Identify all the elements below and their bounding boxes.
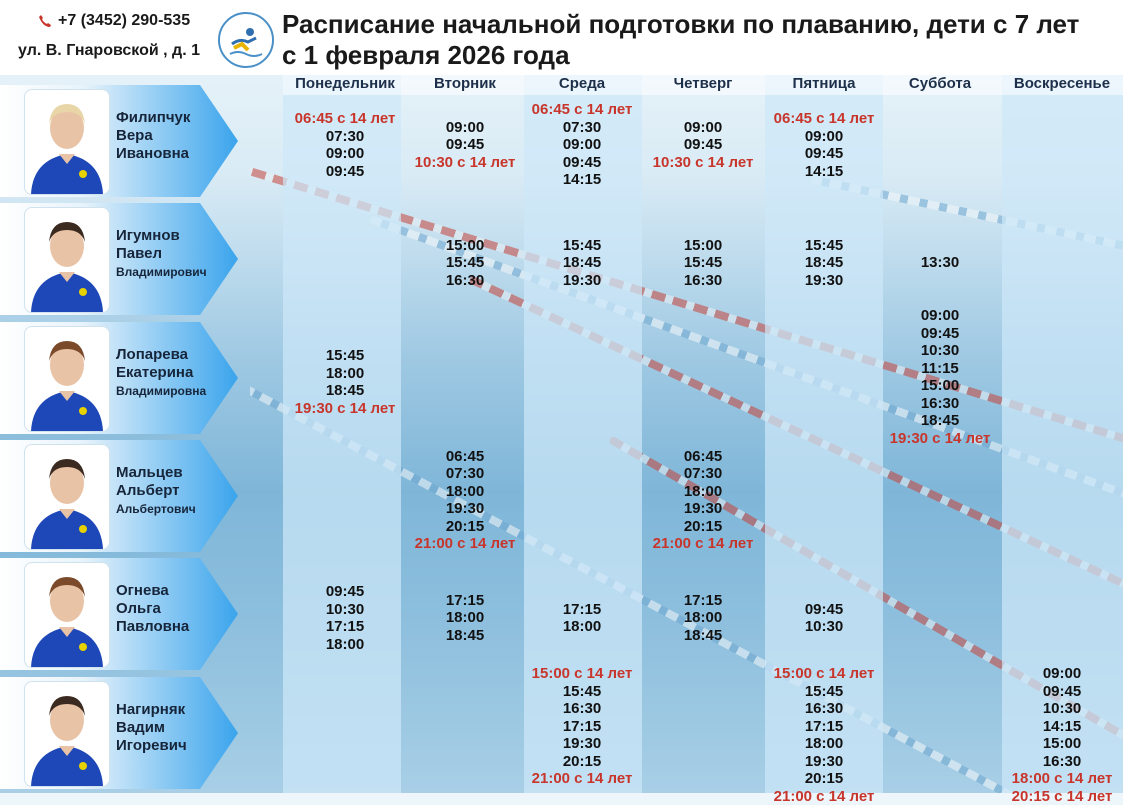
schedule-cell [880,254,1000,272]
phone-line[interactable] [18,12,218,30]
time-slot: 09:45 [880,325,1000,343]
schedule-cell [405,592,525,645]
trainer-name [116,582,189,636]
time-slot-14plus: 18:00 с 14 лет [1002,770,1122,788]
time-slot: 18:45 [764,254,884,272]
time-slot: 20:15 [643,518,763,536]
time-slot: 09:45 [522,154,642,172]
trainer-row [0,677,238,789]
trainer-row [0,440,238,552]
time-slot: 15:00 [1002,735,1122,753]
time-slot: 09:00 [522,136,642,154]
time-slot: 07:30 [643,465,763,483]
time-slot: 17:15 [405,592,525,610]
time-slot: 14:15 [1002,718,1122,736]
time-slot: 16:30 [880,395,1000,413]
time-slot: 09:45 [405,136,525,154]
trainer-name [116,464,196,518]
time-slot: 10:30 [1002,700,1122,718]
swimmer-logo-icon [218,12,274,68]
time-slot: 18:45 [405,627,525,645]
trainer-photo [24,89,110,195]
time-slot: 10:30 [764,618,884,636]
trainer-photo [24,562,110,668]
time-slot-14plus: 15:00 с 14 лет [764,665,884,683]
time-slot: 09:00 [1002,665,1122,683]
phone-number: +7 (3452) 290-535 [58,12,190,30]
trainer-row [0,322,238,434]
time-slot: 07:30 [285,128,405,146]
time-slot-14plus: 21:00 с 14 лет [643,535,763,553]
trainer-photo [24,444,110,550]
trainer-photo [24,681,110,787]
phone-icon [38,14,52,28]
time-slot: 18:00 [643,609,763,627]
title-line-2: с 1 февраля 2026 года [282,40,1079,71]
trainer-name-second: Вадим [116,719,187,737]
time-slot: 18:45 [285,382,405,400]
trainer-photo [24,326,110,432]
time-slot: 18:45 [880,412,1000,430]
trainer-photo [24,207,110,313]
time-slot-14plus: 21:00 с 14 лет [405,535,525,553]
schedule-cell [643,119,763,172]
schedule-cell [522,237,642,290]
schedule-cell [643,448,763,553]
title-line-1: Расписание начальной подготовки по плаванию, дети с 7 лет [282,9,1079,40]
trainer-name-first: Игумнов [116,227,207,245]
trainer-row [0,203,238,315]
trainer-name [116,346,206,400]
time-slot: 16:30 [764,700,884,718]
contact-block [18,12,218,60]
time-slot: 15:45 [522,237,642,255]
time-slot: 15:45 [405,254,525,272]
trainer-name-second: Альберт [116,482,196,500]
time-slot: 19:30 [405,500,525,518]
day-header-2: Среда [522,73,642,95]
time-slot: 16:30 [522,700,642,718]
time-slot: 09:45 [643,136,763,154]
schedule-cell [522,601,642,636]
day-header-4: Пятница [764,73,884,95]
schedule-cell [285,583,405,653]
trainer-name-first: Филипчук [116,109,190,127]
time-slot: 19:30 [764,272,884,290]
time-slot: 20:15 [764,770,884,788]
time-slot-14plus: 06:45 с 14 лет [285,110,405,128]
time-slot-14plus: 06:45 с 14 лет [522,101,642,119]
time-slot: 09:45 [285,583,405,601]
time-slot: 18:00 [643,483,763,501]
schedule-cell [643,237,763,290]
time-slot: 18:00 [405,609,525,627]
time-slot: 06:45 [643,448,763,466]
header [0,0,1123,75]
trainer-name-third: Игоревич [116,737,187,755]
trainer-row [0,85,238,197]
time-slot: 17:15 [522,718,642,736]
trainer-name-third: Ивановна [116,145,190,163]
time-slot: 15:45 [285,347,405,365]
schedule-cell [405,448,525,553]
trainer-name-third: Альбертович [116,500,196,518]
time-slot: 07:30 [522,119,642,137]
trainer-row [0,558,238,670]
schedule-cell [285,347,405,417]
schedule-cell [285,110,405,180]
trainer-name-first: Нагирняк [116,701,187,719]
trainer-name [116,109,190,163]
time-slot: 10:30 [880,342,1000,360]
time-slot: 19:30 [522,735,642,753]
trainer-name [116,227,207,281]
day-header-3: Четверг [643,73,763,95]
schedule-cell [764,601,884,636]
time-slot: 16:30 [1002,753,1122,771]
schedule-cell [522,665,642,788]
address: ул. В. Гнаровской , д. 1 [18,42,218,60]
column-bg-mon [283,73,401,793]
time-slot: 20:15 [522,753,642,771]
time-slot: 09:00 [764,128,884,146]
trainer-name-third: Владимирович [116,263,207,281]
schedule-cell [764,237,884,290]
time-slot: 09:45 [764,601,884,619]
trainer-name-second: Екатерина [116,364,206,382]
trainer-name-first: Огнева [116,582,189,600]
schedule-cell [405,119,525,172]
schedule-cell [1002,665,1122,805]
time-slot: 09:45 [764,145,884,163]
time-slot: 09:45 [285,163,405,181]
trainer-name-first: Лопарева [116,346,206,364]
time-slot: 11:15 [880,360,1000,378]
time-slot: 18:45 [522,254,642,272]
time-slot-14plus: 19:30 с 14 лет [880,430,1000,448]
time-slot: 09:00 [405,119,525,137]
time-slot: 09:45 [1002,683,1122,701]
time-slot: 18:00 [285,636,405,654]
time-slot-14plus: 15:00 с 14 лет [522,665,642,683]
time-slot: 17:15 [643,592,763,610]
trainer-name-second: Ольга [116,600,189,618]
schedule-cell [405,237,525,290]
day-header-1: Вторник [405,73,525,95]
time-slot: 10:30 [285,601,405,619]
time-slot: 15:45 [522,683,642,701]
time-slot: 20:15 [405,518,525,536]
time-slot: 09:00 [880,307,1000,325]
time-slot: 16:30 [643,272,763,290]
schedule-cell [764,665,884,805]
time-slot: 15:00 [643,237,763,255]
time-slot: 16:30 [405,272,525,290]
time-slot: 18:00 [522,618,642,636]
time-slot-14plus: 21:00 с 14 лет [522,770,642,788]
time-slot-14plus: 06:45 с 14 лет [764,110,884,128]
time-slot: 18:00 [285,365,405,383]
time-slot-14plus: 10:30 с 14 лет [405,154,525,172]
time-slot-14plus: 19:30 с 14 лет [285,400,405,418]
day-header-0: Понедельник [285,73,405,95]
day-header-6: Воскресенье [1002,73,1122,95]
day-header-5: Суббота [880,73,1000,95]
time-slot: 13:30 [880,254,1000,272]
time-slot: 09:00 [643,119,763,137]
time-slot: 15:45 [764,237,884,255]
time-slot: 07:30 [405,465,525,483]
schedule-cell [522,101,642,189]
time-slot: 15:00 [405,237,525,255]
schedule-cell [880,307,1000,447]
trainer-name-third: Павловна [116,618,189,636]
schedule-cell [764,110,884,180]
time-slot: 15:45 [764,683,884,701]
time-slot-14plus: 10:30 с 14 лет [643,154,763,172]
time-slot: 17:15 [522,601,642,619]
time-slot: 14:15 [764,163,884,181]
time-slot: 17:15 [285,618,405,636]
time-slot: 06:45 [405,448,525,466]
time-slot: 18:45 [643,627,763,645]
time-slot: 15:45 [643,254,763,272]
trainer-name-second: Вера [116,127,190,145]
trainer-name [116,701,187,755]
trainer-name-third: Владимировна [116,382,206,400]
time-slot: 17:15 [764,718,884,736]
time-slot: 19:30 [643,500,763,518]
trainer-name-second: Павел [116,245,207,263]
time-slot: 19:30 [764,753,884,771]
time-slot: 18:00 [405,483,525,501]
time-slot: 14:15 [522,171,642,189]
time-slot-14plus: 21:00 с 14 лет [764,788,884,805]
time-slot: 19:30 [522,272,642,290]
trainer-name-first: Мальцев [116,464,196,482]
time-slot: 18:00 [764,735,884,753]
time-slot: 09:00 [285,145,405,163]
time-slot: 15:00 [880,377,1000,395]
page-title [282,9,1079,71]
schedule-cell [643,592,763,645]
time-slot-14plus: 20:15 с 14 лет [1002,788,1122,805]
